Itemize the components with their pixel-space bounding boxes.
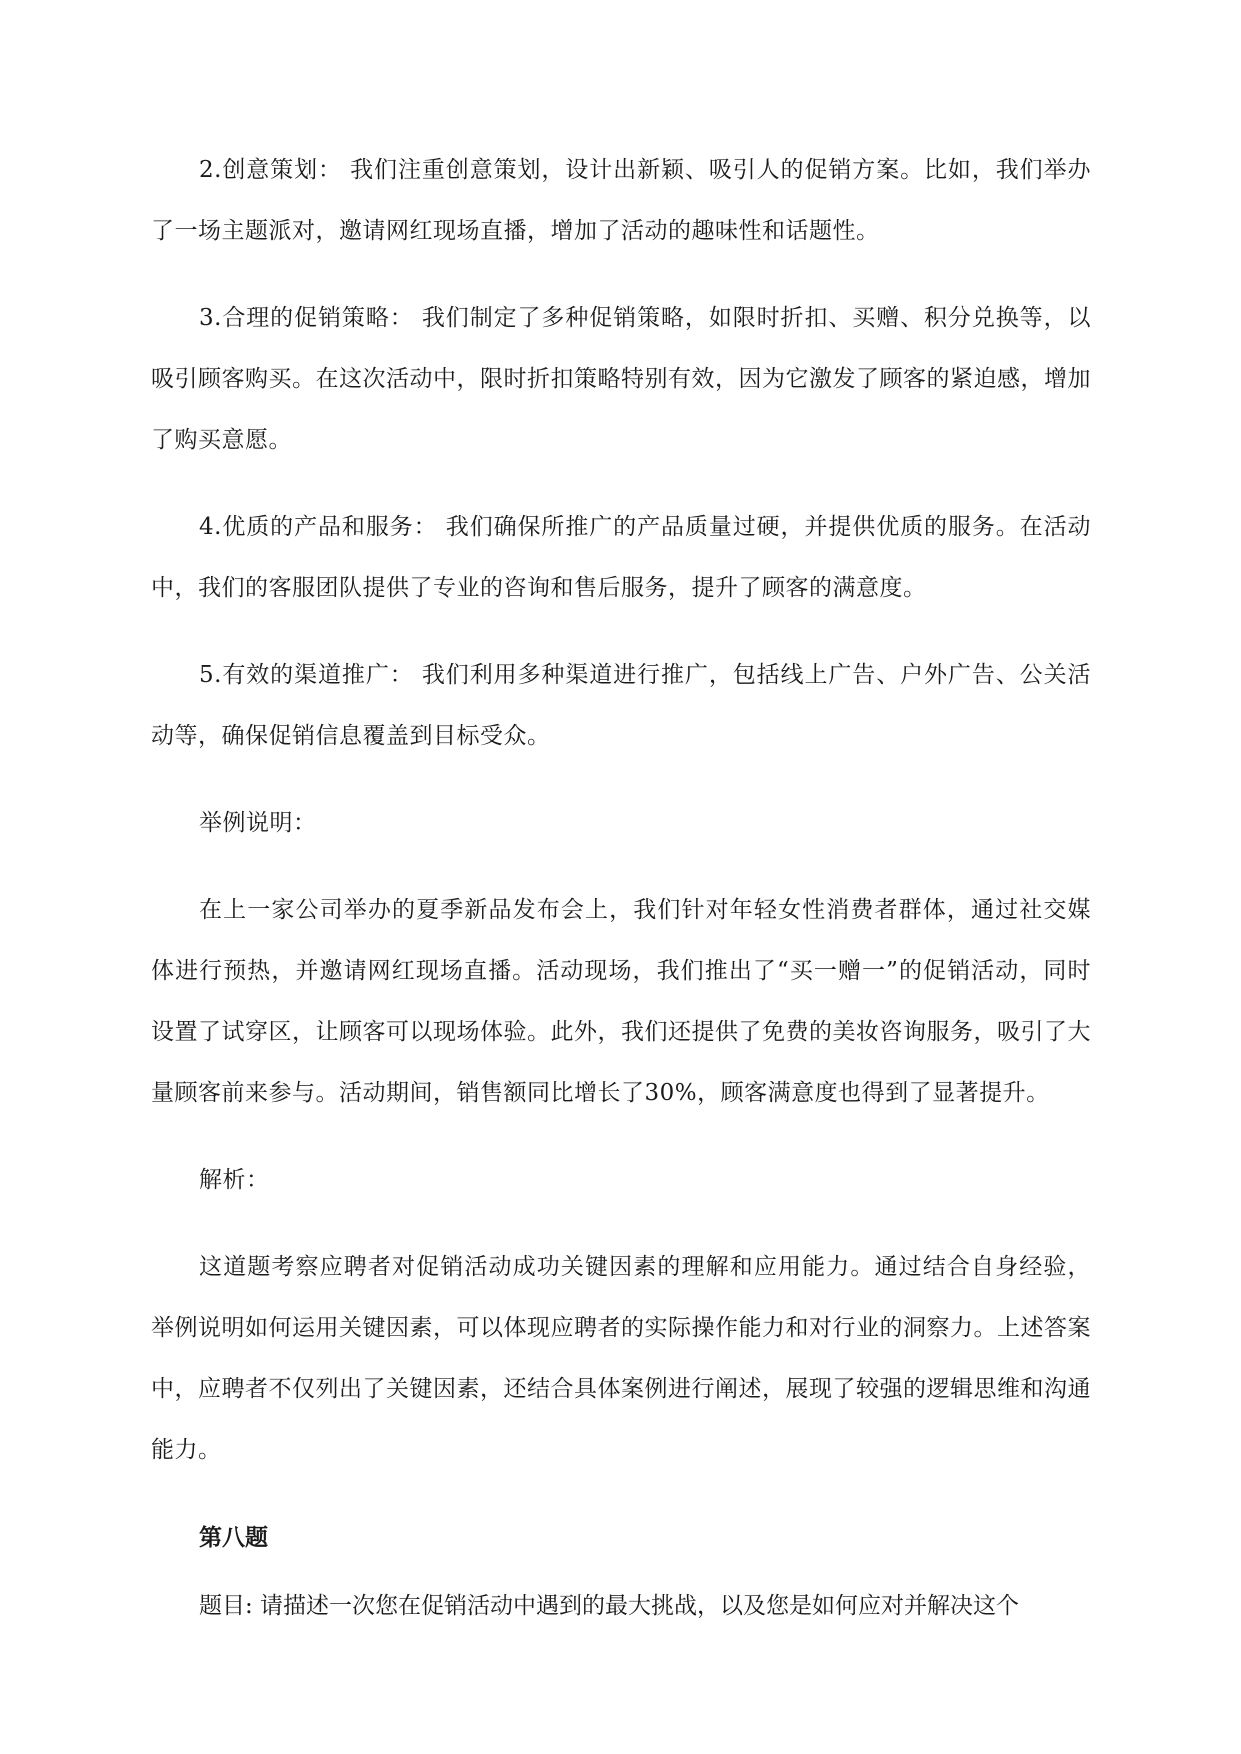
question-line: 题目: 请描述一次您在促销活动中遇到的最大挑战，以及您是如何应对并解决这个 xyxy=(199,1593,1020,1619)
paragraph-quality-products: 4.优质的产品和服务： 我们确保所推广的产品质量过硬，并提供优质的服务。在活动中，我们的客服团队提供了专业的咨询和售后服务，提升了顾客的满意度。 xyxy=(151,514,1091,601)
example-paragraph: 在上一家公司举办的夏季新品发布会上，我们针对年轻女性消费者群体，通过社交媒体进行预热，并邀请网红现场直播。活动现场，我们推出了“买一赠一”的促销活动，同时设置了试穿区，让顾客可以现场体验。此外，我们还提供了免费的美妆咨询服务，吸引了大量顾客前来参与。活动期间，销售额同比增长了30%，顾客满意度也得到了显著提升。 xyxy=(151,897,1091,1106)
analysis-label: 解析： xyxy=(199,1167,270,1193)
section-heading: 第八题 xyxy=(199,1524,268,1551)
paragraph-creative-planning: 2.创意策划： 我们注重创意策划，设计出新颖、吸引人的促销方案。比如，我们举办了一场主题派对，邀请网红现场直播，增加了活动的趣味性和话题性。 xyxy=(151,157,1091,244)
paragraph-channel-promotion: 5.有效的渠道推广： 我们利用多种渠道进行推广，包括线上广告、户外广告、公关活动等，确保促销信息覆盖到目标受众。 xyxy=(151,662,1091,749)
analysis-paragraph: 这道题考察应聘者对促销活动成功关键因素的理解和应用能力。通过结合自身经验，举例说明如何运用关键因素，可以体现应聘者的实际操作能力和对行业的洞察力。上述答案中，应聘者不仅列出了关键因素，还结合具体案例进行阐述，展现了较强的逻辑思维和沟通能力。 xyxy=(151,1254,1091,1463)
example-label: 举例说明： xyxy=(199,810,317,836)
document-page xyxy=(151,140,1091,1637)
paragraph-promotion-strategy: 3.合理的促销策略： 我们制定了多种促销策略，如限时折扣、买赠、积分兑换等，以吸引顾客购买。在这次活动中，限时折扣策略特别有效，因为它激发了顾客的紧迫感，增加了购买意愿。 xyxy=(151,305,1091,453)
